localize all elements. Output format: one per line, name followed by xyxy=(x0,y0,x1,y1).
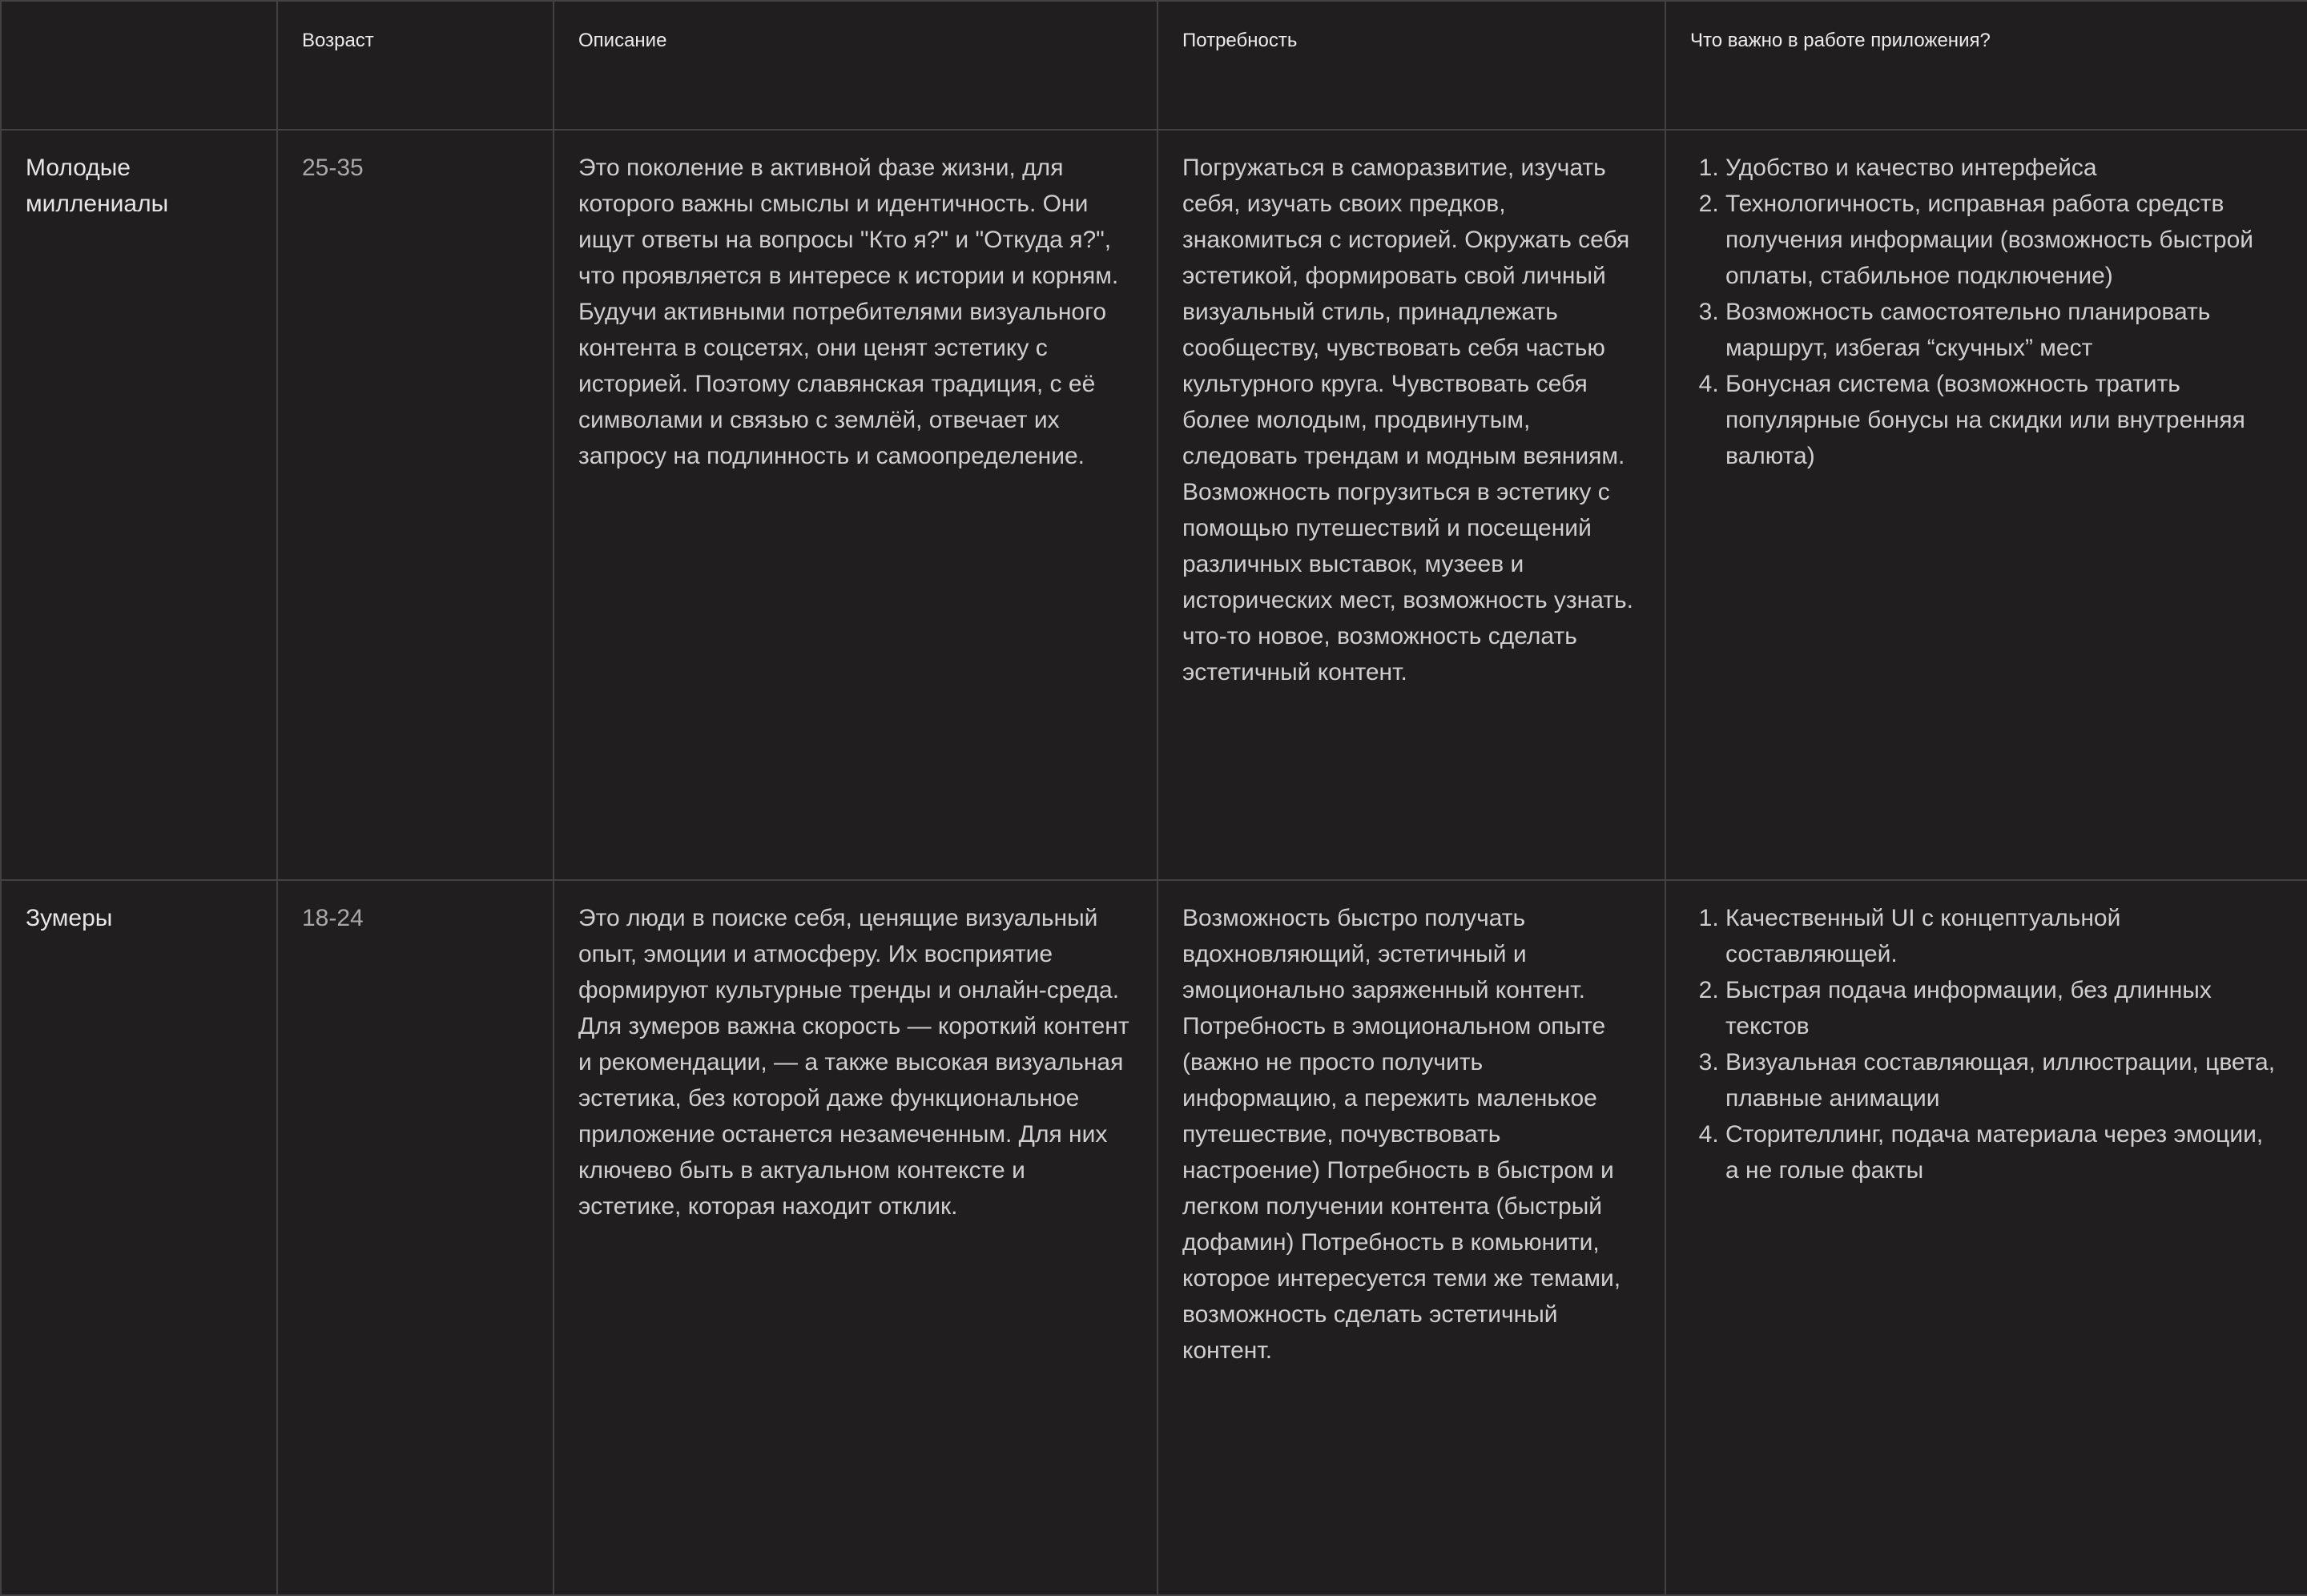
priority-item: 3. Возможность самостоятельно планировать маршрут, избегая “скучных” мест xyxy=(1725,294,2283,366)
table-header-row xyxy=(1,1,2307,130)
priority-item: 4. Сторителлинг, подача материала через эмоции, а не голые факты xyxy=(1725,1116,2283,1188)
table-row xyxy=(1,130,2307,880)
age-range: 25-35 xyxy=(277,130,554,880)
segment-description: Это поколение в активной фазе жизни, для которого важны смыслы и идентичность. Они ищут ответы на вопросы "Кто я?" и "Откуда я?", что проявляется в интересе к истории и корням. Будучи активными потребителями визуального контента в соцсетях, они ценят эстетику с историей. Поэтому славянская традиция, с её символами и связью с землёй, отвечает их запросу на подлинность и самоопределение. xyxy=(554,130,1158,880)
app-priorities-cell xyxy=(1665,130,2307,880)
priority-item: 3. Визуальная составляющая, иллюстрации, цвета, плавные анимации xyxy=(1725,1044,2283,1116)
header-age: Возраст xyxy=(277,1,554,130)
segment-description: Это люди в поиске себя, ценящие визуальный опыт, эмоции и атмосферу. Их восприятие формируют культурные тренды и онлайн-среда. Для зумеров важна скорость — короткий контент и рекомендации, — а также высокая визуальная эстетика, без которой даже функциональное приложение останется незамеченным. Для них ключево быть в актуальном контексте и эстетике, которая находит отклик. xyxy=(554,880,1158,1595)
priority-list xyxy=(1690,150,2283,474)
priority-list xyxy=(1690,900,2283,1188)
header-app-priorities: Что важно в работе приложения? xyxy=(1665,1,2307,130)
header-description: Описание xyxy=(554,1,1158,130)
segment-need: Возможность быстро получать вдохновляющий, эстетичный и эмоционально заряженный контент. Потребность в эмоциональном опыте (важно не просто получить информацию, а пережить маленькое путешествие, почувствовать настроение) Потребность в быстром и легком получении контента (быстрый дофамин) Потребность в комьюнити, которое интересуется теми же темами, возможность сделать эстетичный контент. xyxy=(1158,880,1665,1595)
header-need: Потребность xyxy=(1158,1,1665,130)
segment-name: Молодые миллениалы xyxy=(1,130,277,880)
priority-item: 1. Качественный UI с концептуальной составляющей. xyxy=(1725,900,2283,972)
age-range: 18-24 xyxy=(277,880,554,1595)
priority-item: 1. Удобство и качество интерфейса xyxy=(1725,150,2283,186)
priority-item: 2. Технологичность, исправная работа средств получения информации (возможность быстрой оплаты, стабильное подключение) xyxy=(1725,186,2283,294)
priority-item: 2. Быстрая подача информации, без длинных текстов xyxy=(1725,972,2283,1044)
app-priorities-cell xyxy=(1665,880,2307,1595)
segment-need: Погружаться в саморазвитие, изучать себя, изучать своих предков, знакомиться с историей. Окружать себя эстетикой, формировать свой личный визуальный стиль, принадлежать сообществу, чувствовать себя частью культурного круга. Чувствовать себя более молодым, продвинутым, следовать трендам и модным веяниям. Возможность погрузиться в эстетику с помощью путешествий и посещений различных выставок, музеев и исторических мест, возможность узнать. что-то новое, возможность сделать эстетичный контент. xyxy=(1158,130,1665,880)
segment-name: Зумеры xyxy=(1,880,277,1595)
header-segment xyxy=(1,1,277,130)
priority-item: 4. Бонусная система (возможность тратить популярные бонусы на скидки или внутренняя валюта) xyxy=(1725,366,2283,474)
table-row xyxy=(1,880,2307,1595)
